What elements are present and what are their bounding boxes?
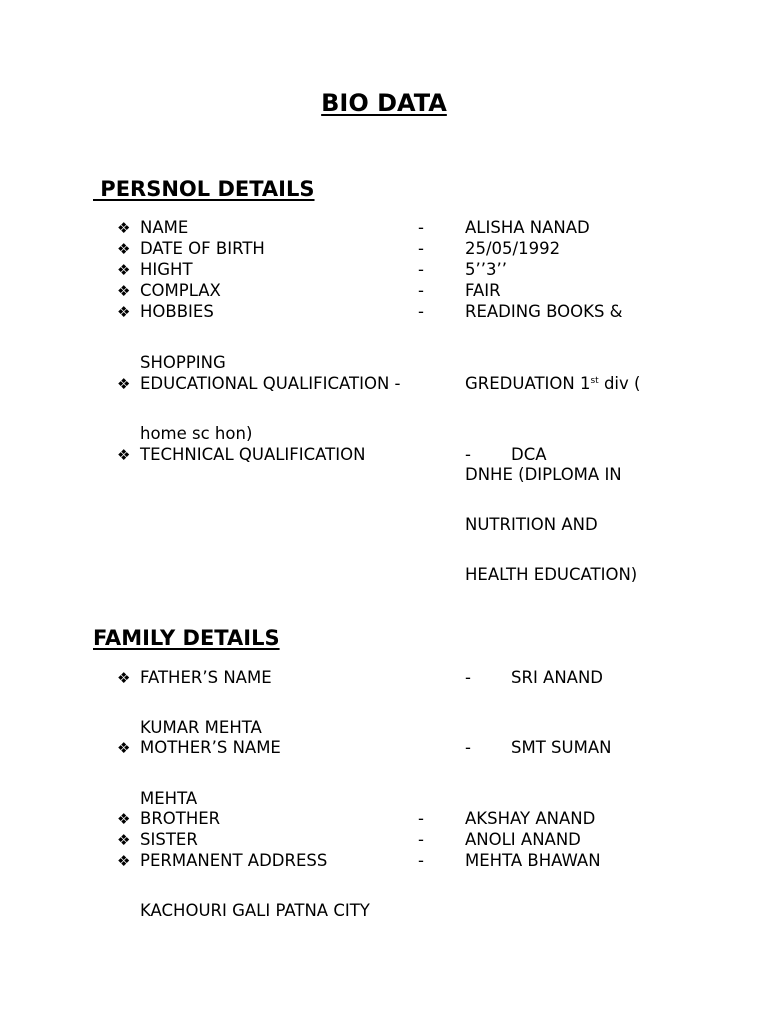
bullet-icon: ❖ [117, 282, 131, 300]
field-dash: - [418, 218, 424, 237]
field-value-hobbies-cont: SHOPPING [140, 353, 226, 372]
field-label-mother: MOTHER’S NAME [140, 738, 281, 757]
field-value-technical-2: DNHE (DIPLOMA IN [465, 465, 622, 484]
document-title [0, 89, 768, 117]
field-value-sister: ANOLI ANAND [465, 830, 581, 849]
field-value-address-cont: KACHOURI GALI PATNA CITY [140, 901, 370, 920]
field-value-dob: 25/05/1992 [465, 239, 561, 258]
bullet-icon: ❖ [117, 240, 131, 258]
field-dash: - [465, 738, 471, 757]
bullet-icon: ❖ [117, 219, 131, 237]
bullet-icon: ❖ [117, 261, 131, 279]
section-heading-family: FAMILY DETAILS [93, 626, 280, 650]
field-dash: - [465, 668, 471, 687]
field-label-sister: SISTER [140, 830, 198, 849]
bullet-icon: ❖ [117, 739, 131, 757]
field-value-father-cont: KUMAR MEHTA [140, 718, 262, 737]
bullet-icon: ❖ [117, 831, 131, 849]
education-text-end: div ( [598, 374, 641, 393]
bullet-icon: ❖ [117, 446, 131, 464]
education-superscript: st [590, 376, 599, 386]
field-value-complexion: FAIR [465, 281, 501, 300]
field-dash: - [418, 260, 424, 279]
education-text: GREDUATION 1 [465, 374, 591, 393]
field-value-technical-3: NUTRITION AND [465, 515, 598, 534]
field-dash: - [418, 239, 424, 258]
field-dash: - [418, 281, 424, 300]
field-dash: - [418, 302, 424, 321]
field-dash: - [418, 851, 424, 870]
field-label-father: FATHER’S NAME [140, 668, 272, 687]
bullet-icon: ❖ [117, 669, 131, 687]
section-heading-personal: PERSNOL DETAILS [93, 177, 315, 201]
field-label-hobbies: HOBBIES [140, 302, 214, 321]
field-label-brother: BROTHER [140, 809, 221, 828]
field-value-address: MEHTA BHAWAN [465, 851, 601, 870]
field-value-technical: DCA [511, 445, 547, 464]
field-value-brother: AKSHAY ANAND [465, 809, 596, 828]
field-label-education: EDUCATIONAL QUALIFICATION - [140, 374, 401, 393]
field-value-technical-4: HEALTH EDUCATION) [465, 565, 638, 584]
field-value-education [465, 374, 640, 394]
field-label-dob: DATE OF BIRTH [140, 239, 265, 258]
field-value-mother-cont: MEHTA [140, 789, 198, 808]
bullet-icon: ❖ [117, 375, 131, 393]
field-label-name: NAME [140, 218, 189, 237]
bullet-icon: ❖ [117, 303, 131, 321]
field-dash: - [418, 830, 424, 849]
field-value-hobbies: READING BOOKS & [465, 302, 623, 321]
field-dash: - [465, 445, 471, 464]
document-title-text: BIO DATA [321, 89, 447, 117]
field-value-height: 5’’3’’ [465, 260, 507, 279]
field-label-technical: TECHNICAL QUALIFICATION [140, 445, 366, 464]
field-dash: - [418, 809, 424, 828]
field-value-mother: SMT SUMAN [511, 738, 612, 757]
bullet-icon: ❖ [117, 852, 131, 870]
field-value-education-cont: home sc hon) [140, 424, 253, 443]
field-label-complexion: COMPLAX [140, 281, 221, 300]
field-value-father: SRI ANAND [511, 668, 604, 687]
field-value-name: ALISHA NANAD [465, 218, 590, 237]
field-label-address: PERMANENT ADDRESS [140, 851, 328, 870]
field-label-height: HIGHT [140, 260, 193, 279]
bullet-icon: ❖ [117, 810, 131, 828]
